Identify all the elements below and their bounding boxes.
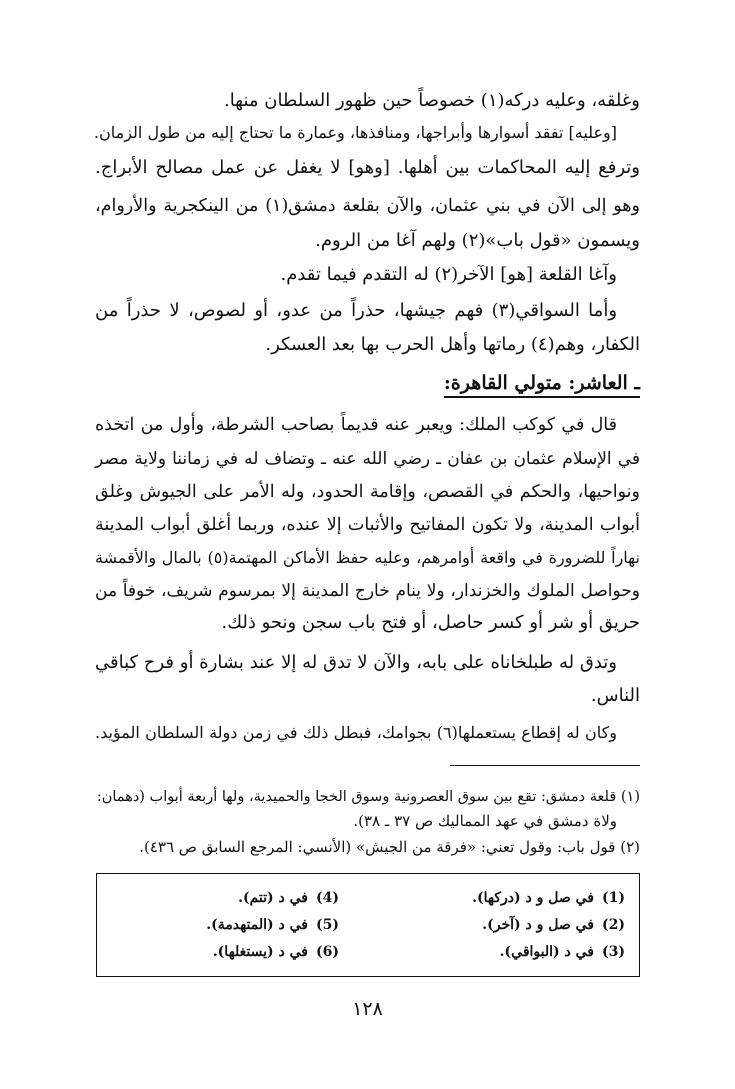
body-line: وتدق له طبلخاناه على بابه، والآن لا تدق له إلا عند بشارة أو فرح كباقي xyxy=(95,652,617,673)
page-number: ١٢٨ xyxy=(352,998,383,1020)
variant-item: (5)في د (المتهدمة). xyxy=(206,917,339,933)
variant-item: (1)في صل و د (دركها). xyxy=(472,890,625,906)
section-heading-text: ـ العاشر: متولي القاهرة: xyxy=(443,372,640,394)
body-line: [وعليه] تفقد أسوارها وأبراجها، ومنافذها، وعمارة ما تحتاج إليه من طول الزمان. xyxy=(93,123,617,142)
variant-item: (6)في د (يستغلها). xyxy=(212,944,339,960)
body-line: وترفع إليه المحاكمات بين أهلها. [وهو] لا يغفل عن عمل مصالح الأبراج. xyxy=(95,157,640,178)
body-line: ويسمون «قول باب»(٢) ولهم آغا من الروم. xyxy=(315,230,640,251)
body-line: وحواصل الملوك والخزندار، ولا ينام خارج المدينة إلا بمرسوم شريف، خوفاً من xyxy=(95,581,640,601)
body-line: ونواحيها، والحكم في القصص، وإقامة الحدود، وله الأمر على الجيوش وغلق xyxy=(95,482,640,502)
body-line: وهو إلى الآن في بني عثمان، والآن بقلعة دمشق(١) من الينكجرية والأروام، xyxy=(95,196,640,216)
body-line: أبواب المدينة، ولا تكون المفاتيح والأثبات إلا عنده، وربما أغلق أبواب المدينة xyxy=(95,515,640,535)
variant-item: (3)في د (البواقي). xyxy=(499,944,625,960)
body-line: وأما السواقي(٣) فهم جيشها، حذراً من عدو، أو لصوص، لا حذراً من xyxy=(95,300,618,321)
variants-box xyxy=(96,873,640,977)
section-heading xyxy=(444,372,640,394)
footnote-line: (٢) قول باب: وقول تعني: «فرقة من الجيش» (الأنسي: المرجع السابق ص ٤٣٦). xyxy=(139,838,640,856)
footnote-line: ولاة دمشق في عهد المماليك ص ٣٧ ـ ٣٨). xyxy=(353,812,617,830)
variant-item: (2)في صل و د (آخر). xyxy=(482,917,625,933)
footnote-separator xyxy=(450,765,640,766)
footnote-line: (١) قلعة دمشق: تقع بين سوق العصرونية وسوق الخجا والحميدية، ولها أربعة أبواب (دهمان: xyxy=(96,789,640,805)
body-line: في الإسلام عثمان بن عفان ـ رضي الله عنه ـ وتضاف له في زماننا ولاية مصر xyxy=(95,449,640,469)
body-line: الناس. xyxy=(590,685,640,706)
body-line: قال في كوكب الملك: ويعبر عنه قديماً بصاحب الشرطة، وأول من اتخذه xyxy=(95,415,617,435)
body-line: الكفار، وهم(٤) رماتها وأهل الحرب بها بعد العسكر. xyxy=(265,334,640,355)
body-line: وغلقه، وعليه دركه(١) خصوصاً حين ظهور السلطان منها. xyxy=(223,90,640,111)
body-line: وكان له إقطاع يستعملها(٦) بجوامك، فبطل ذلك في زمن دولة السلطان المؤيد. xyxy=(95,723,617,742)
variant-item: (4)في د (تتم). xyxy=(238,890,339,906)
body-line: حريق أو شر أو كسر حاصل، أو فتح باب سجن ونحو ذلك. xyxy=(221,612,640,633)
heading-underline xyxy=(444,396,640,398)
body-line: وآغا القلعة [هو] الآخر(٢) له التقدم فيما تقدم. xyxy=(280,264,617,285)
body-line: نهاراً للضرورة في واقعة أوامرهم، وعليه حفظ الأماكن المهتمة(٥) بالمال والأقمشة xyxy=(95,548,640,567)
